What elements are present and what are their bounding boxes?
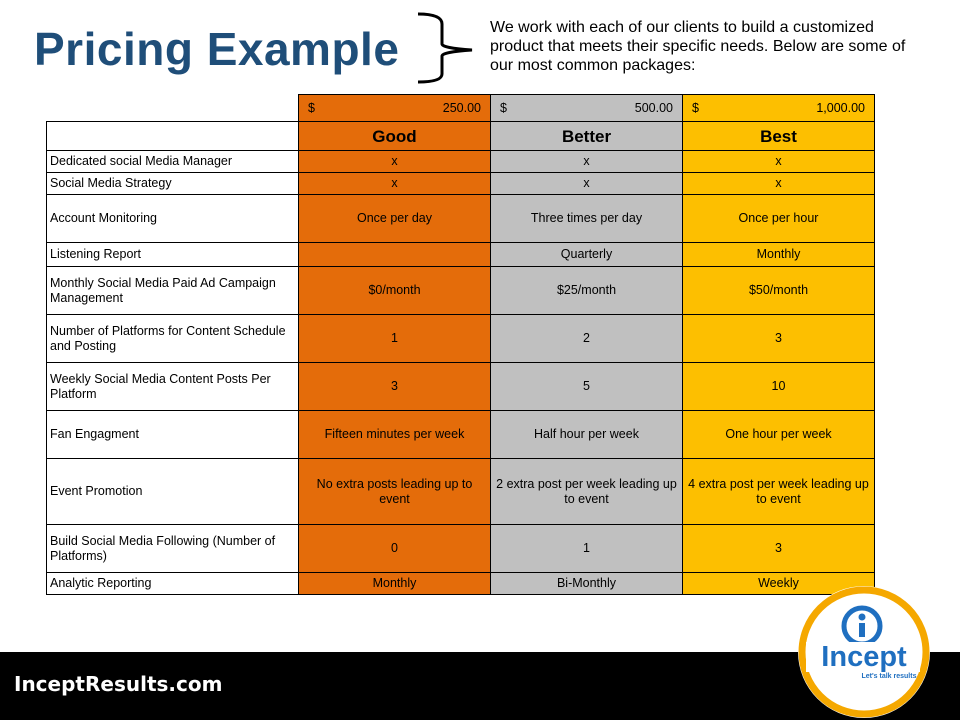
best-cell: x <box>683 151 875 173</box>
tier-best-header: Best <box>683 122 875 151</box>
row-label: Fan Engagment <box>47 411 299 459</box>
tier-good-header: Good <box>299 122 491 151</box>
price-symbol: $ <box>692 100 699 115</box>
svg-text:Incept: Incept <box>821 641 907 673</box>
better-cell: Three times per day <box>491 195 683 243</box>
row-label: Listening Report <box>47 243 299 267</box>
row-label: Analytic Reporting <box>47 573 299 595</box>
row-label: Build Social Media Following (Number of Platforms) <box>47 525 299 573</box>
row-label: Number of Platforms for Content Schedule and Posting <box>47 315 299 363</box>
better-cell: 1 <box>491 525 683 573</box>
best-cell: 4 extra post per week leading up to event <box>683 459 875 525</box>
price-amount: 250.00 <box>442 100 481 115</box>
good-cell: $0/month <box>299 267 491 315</box>
table-row <box>47 315 875 363</box>
table-row <box>47 525 875 573</box>
price-best <box>683 95 875 122</box>
good-cell: Monthly <box>299 573 491 595</box>
table-row <box>47 411 875 459</box>
incept-logo <box>792 580 932 720</box>
good-cell: x <box>299 151 491 173</box>
intro-text: We work with each of our clients to build a customized product that meets their specific needs. Below are some of our most common packages: <box>490 19 906 74</box>
table-row <box>47 363 875 411</box>
price-amount: 1,000.00 <box>816 100 865 115</box>
good-cell: x <box>299 173 491 195</box>
table-row <box>47 267 875 315</box>
best-cell: Monthly <box>683 243 875 267</box>
row-label: Social Media Strategy <box>47 173 299 195</box>
pricing-table <box>46 94 875 595</box>
better-cell: $25/month <box>491 267 683 315</box>
good-cell: 1 <box>299 315 491 363</box>
table-row <box>47 151 875 173</box>
best-cell: $50/month <box>683 267 875 315</box>
row-label: Weekly Social Media Content Posts Per Platform <box>47 363 299 411</box>
price-better <box>491 95 683 122</box>
best-cell: x <box>683 173 875 195</box>
good-cell: Fifteen minutes per week <box>299 411 491 459</box>
price-amount: 500.00 <box>634 100 673 115</box>
best-cell: One hour per week <box>683 411 875 459</box>
price-good <box>299 95 491 122</box>
best-cell: 3 <box>683 525 875 573</box>
better-cell: 2 <box>491 315 683 363</box>
good-cell: No extra posts leading up to event <box>299 459 491 525</box>
best-cell: 10 <box>683 363 875 411</box>
row-label: Account Monitoring <box>47 195 299 243</box>
row-label: Dedicated social Media Manager <box>47 151 299 173</box>
price-spacer <box>47 95 299 122</box>
price-row <box>47 95 875 122</box>
table-row <box>47 195 875 243</box>
better-cell: x <box>491 151 683 173</box>
brace-icon <box>412 10 482 84</box>
footer-site: InceptResults.com <box>14 672 223 696</box>
tier-better-header: Better <box>491 122 683 151</box>
best-cell: 3 <box>683 315 875 363</box>
better-cell: Bi-Monthly <box>491 573 683 595</box>
best-cell: Weekly <box>683 573 875 595</box>
price-symbol: $ <box>308 100 315 115</box>
table-row <box>47 243 875 267</box>
table-row <box>47 173 875 195</box>
row-label: Monthly Social Media Paid Ad Campaign Management <box>47 267 299 315</box>
better-cell: x <box>491 173 683 195</box>
better-cell: 5 <box>491 363 683 411</box>
better-cell: Half hour per week <box>491 411 683 459</box>
table-row <box>47 459 875 525</box>
good-cell: 3 <box>299 363 491 411</box>
good-cell: 0 <box>299 525 491 573</box>
better-cell: 2 extra post per week leading up to event <box>491 459 683 525</box>
good-cell <box>299 243 491 267</box>
slide-title: Pricing Example <box>34 23 400 75</box>
tier-header-spacer <box>47 122 299 151</box>
good-cell: Once per day <box>299 195 491 243</box>
table-row <box>47 573 875 595</box>
better-cell: Quarterly <box>491 243 683 267</box>
svg-text:Let's talk results: Let's talk results <box>861 673 917 680</box>
row-label: Event Promotion <box>47 459 299 525</box>
tier-header-row <box>47 122 875 151</box>
best-cell: Once per hour <box>683 195 875 243</box>
price-symbol: $ <box>500 100 507 115</box>
